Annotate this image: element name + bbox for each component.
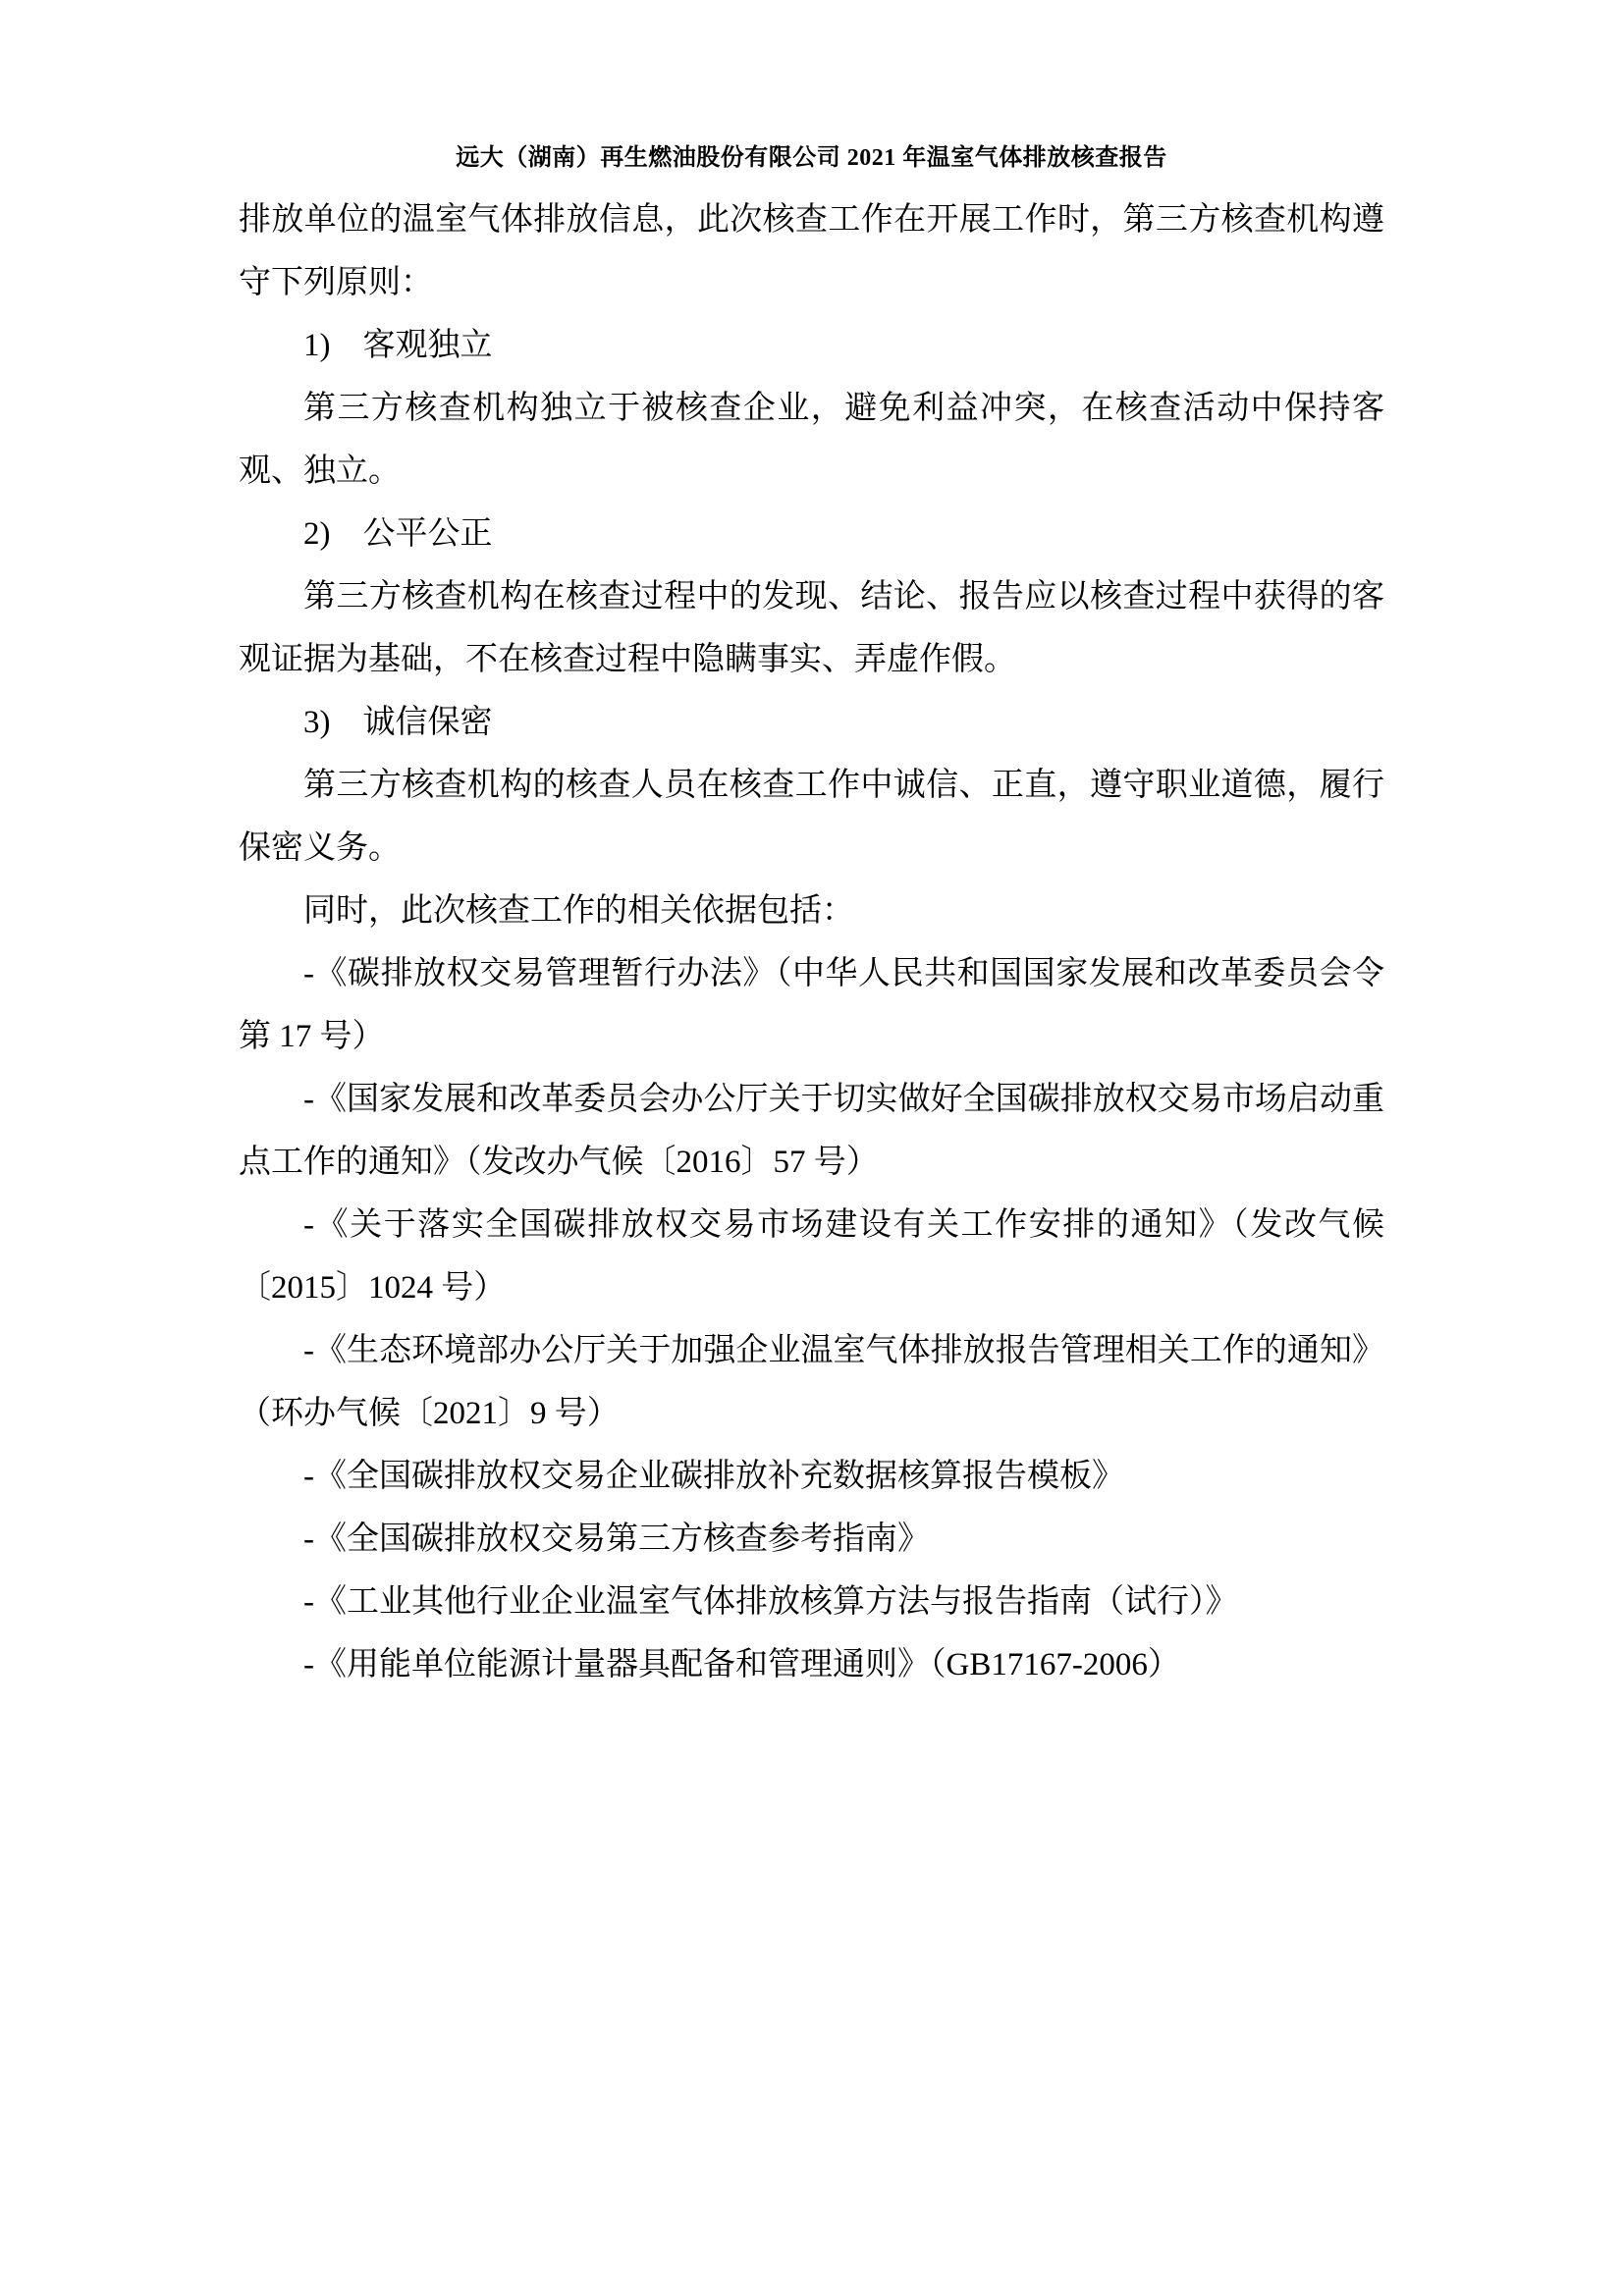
references-intro-paragraph: 同时，此次核查工作的相关依据包括： bbox=[303, 893, 854, 929]
intro-continuation-paragraph: 排放单位的温室气体排放信息，此次核查工作在开展工作时，第三方核查机构遵守下列原则： bbox=[239, 202, 1384, 300]
document-body bbox=[239, 188, 1384, 1696]
principle-3-heading: 3) 诚信保密 bbox=[303, 705, 493, 740]
page-header-title: 远大（湖南）再生燃油股份有限公司 2021 年温室气体排放核查报告 bbox=[456, 145, 1167, 171]
principle-2-description: 第三方核查机构在核查过程中的发现、结论、报告应以核查过程中获得的客观证据为基础，不在核查过程中隐瞒事实、弄虚作假。 bbox=[239, 579, 1384, 677]
reference-item-7: -《工业其他行业企业温室气体排放核算方法与报告指南（试行）》 bbox=[303, 1584, 1238, 1620]
reference-item-6: -《全国碳排放权交易第三方核查参考指南》 bbox=[303, 1522, 930, 1557]
principle-3-description: 第三方核查机构的核查人员在核查工作中诚信、正直，遵守职业道德，履行保密义务。 bbox=[239, 768, 1384, 866]
reference-item-8: -《用能单位能源计量器具配备和管理通则》（GB17167-2006） bbox=[303, 1647, 1180, 1682]
reference-item-5: -《全国碳排放权交易企业碳排放补充数据核算报告模板》 bbox=[303, 1459, 1124, 1494]
principle-1-description: 第三方核查机构独立于被核查企业，避免利益冲突，在核查活动中保持客观、独立。 bbox=[239, 391, 1384, 489]
reference-item-2: -《国家发展和改革委员会办公厅关于切实做好全国碳排放权交易市场启动重点工作的通知》（发改办气候〔2016〕57 号） bbox=[239, 1082, 1384, 1180]
principle-1-heading: 1) 客观独立 bbox=[303, 328, 493, 363]
reference-item-4: -《生态环境部办公厅关于加强企业温室气体排放报告管理相关工作的通知》（环办气候〔2021〕9 号） bbox=[239, 1333, 1384, 1431]
principle-2-heading: 2) 公平公正 bbox=[303, 516, 493, 552]
reference-item-1: -《碳排放权交易管理暂行办法》（中华人民共和国国家发展和改革委员会令第 17 号） bbox=[239, 956, 1384, 1054]
reference-item-3: -《关于落实全国碳排放权交易市场建设有关工作安排的通知》（发改气候〔2015〕1024 号） bbox=[239, 1207, 1384, 1306]
